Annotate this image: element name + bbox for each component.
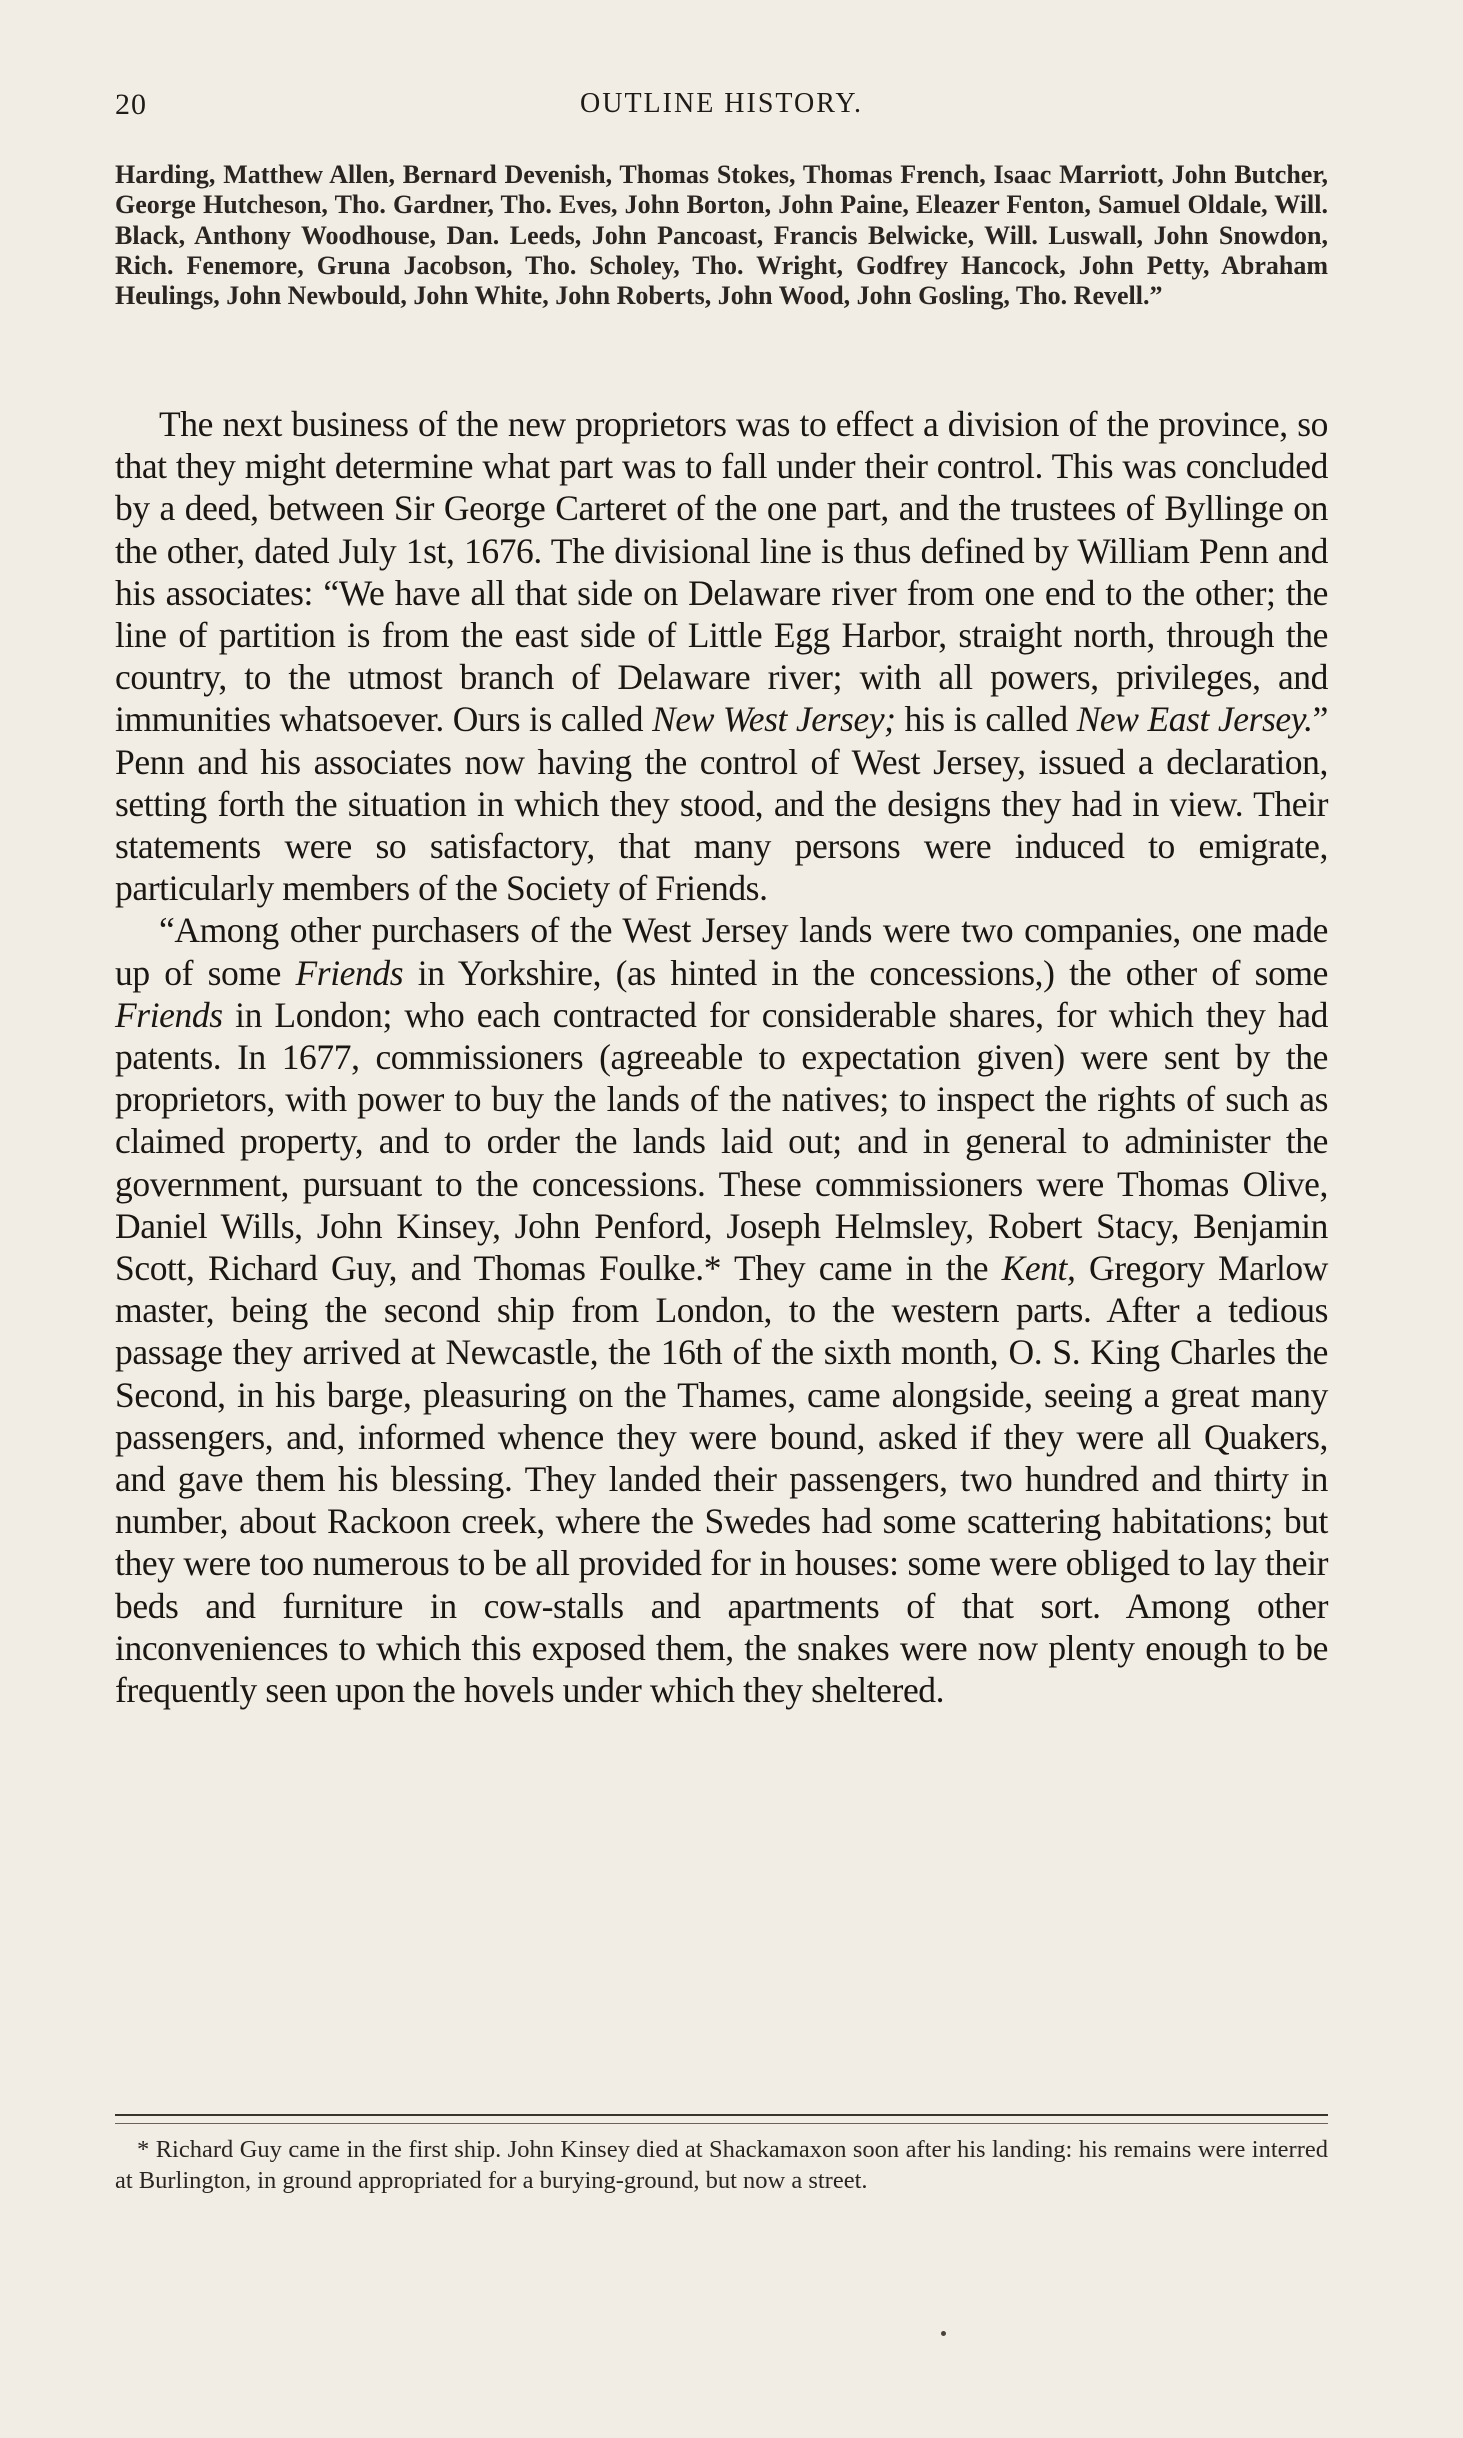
footnote-rule [115,2114,1328,2116]
paragraph-text: ” Penn and his associates now having the control of West Jersey, issued a declaration, setting forth the situation in which they stood, and the designs they had in view. Their statements were so satisfactory, that many persons were induced to emigrate, particularly members of the Society of Friends. [115,699,1328,909]
paragraph-text: Gregory Marlow master, being the second ship from London, to the western parts. After a tedious passage they arrived at Newcastle, the 16th of the sixth month, O. S. King Charles the Second, in his barge, pleasuring on the Thames, came alongside, seeing a great many passengers, and, informed whence they were bound, asked if they were all Quakers, and gave them his blessing. They landed their passengers, two hundred and thirty in number, about Rackoon creek, where the Swedes had some scattering habitations; but they were too numerous to be all provided for in houses: some were obliged to lay their beds and furniture in cow-stalls and apartments of that sort. Among other inconveniences to which this exposed them, the snakes were now plenty enough to be frequently seen upon the hovels under which they sheltered. [115,1248,1328,1711]
paragraph-text: in Yorkshire, (as hinted in the concessions,) the other of some [403,952,1328,993]
quoted-name-list: Harding, Matthew Allen, Bernard Devenish, Thomas Stokes, Thomas French, Isaac Marriott, John Butcher, George Hutcheson, Tho. Gardner, Tho. Eves, John Borton, John Paine, Eleazer Fenton, Samuel Oldale, Will. Black, Anthony Woodhouse, Dan. Leeds, John Pancoast, Francis Belwicke, Will. Luswall, John Snowdon, Rich. Fenemore, Gruna Jacobson, Tho. Scholey, Tho. Wright, Godfrey Hancock, John Petty, Abraham Heulings, John Newbould, John White, John Roberts, John Wood, John Gosling, Tho. Revell.” [115,160,1328,311]
footnote [115,2134,1328,2196]
paragraph-text: The next business of the new proprietors was to effect a division of the province, so that they might determine what part was to fall under their control. This was concluded by a deed, between Sir George Carteret of the one part, and the trustees of Byllinge on the other, dated July 1st, 1676. The divisional line is thus defined by William Penn and his associates: “We have all that side on Delaware river from one end to the other; the line of partition is from the east side of Little Egg Harbor, straight north, through the country, to the utmost branch of Delaware river; with all powers, privileges, and immunities whatsoever. Ours is called [115,404,1328,740]
italic-text: Friends [295,952,404,993]
italic-text: Friends [115,994,223,1035]
paragraph-text: his is called [895,699,1077,740]
paragraph-text: in London; who each contracted for considerable shares, for which they had patents. In 1677, commissioners (agreeable to expectation given) were sent by the proprietors, with power to buy the lands of the natives; to inspect the rights of such as claimed property, and to order the lands laid out; and in general to administer the government, pursuant to the concessions. These commissioners were Thomas Olive, Daniel Wills, John Kinsey, John Penford, Joseph Helmsley, Robert Stacy, Benjamin Scott, Richard Guy, and Thomas Foulke.* They came in the [115,994,1328,1289]
running-head: OUTLINE HISTORY. [580,88,863,119]
page-number: 20 [115,88,147,121]
ink-speck [941,2331,946,2336]
italic-text: Kent, [1001,1248,1076,1289]
paragraph-division-of-province [115,403,1328,909]
paragraph-commissioners [115,909,1328,1711]
footnote-text: * Richard Guy came in the first ship. John Kinsey died at Shackamaxon soon after his landing: his remains were interred at Burlington, in ground appropriated for a burying-ground, but now a street. [115,2136,1328,2194]
paragraph-text: “Among other purchasers of the West Jersey lands were two companies, one made up of some [115,910,1328,993]
italic-text: New West Jersey; [652,699,896,740]
footnote-rule-thin [115,2123,1328,2124]
italic-text: New East Jersey. [1076,699,1313,740]
page-header [115,88,1328,128]
body-text [115,403,1328,1711]
